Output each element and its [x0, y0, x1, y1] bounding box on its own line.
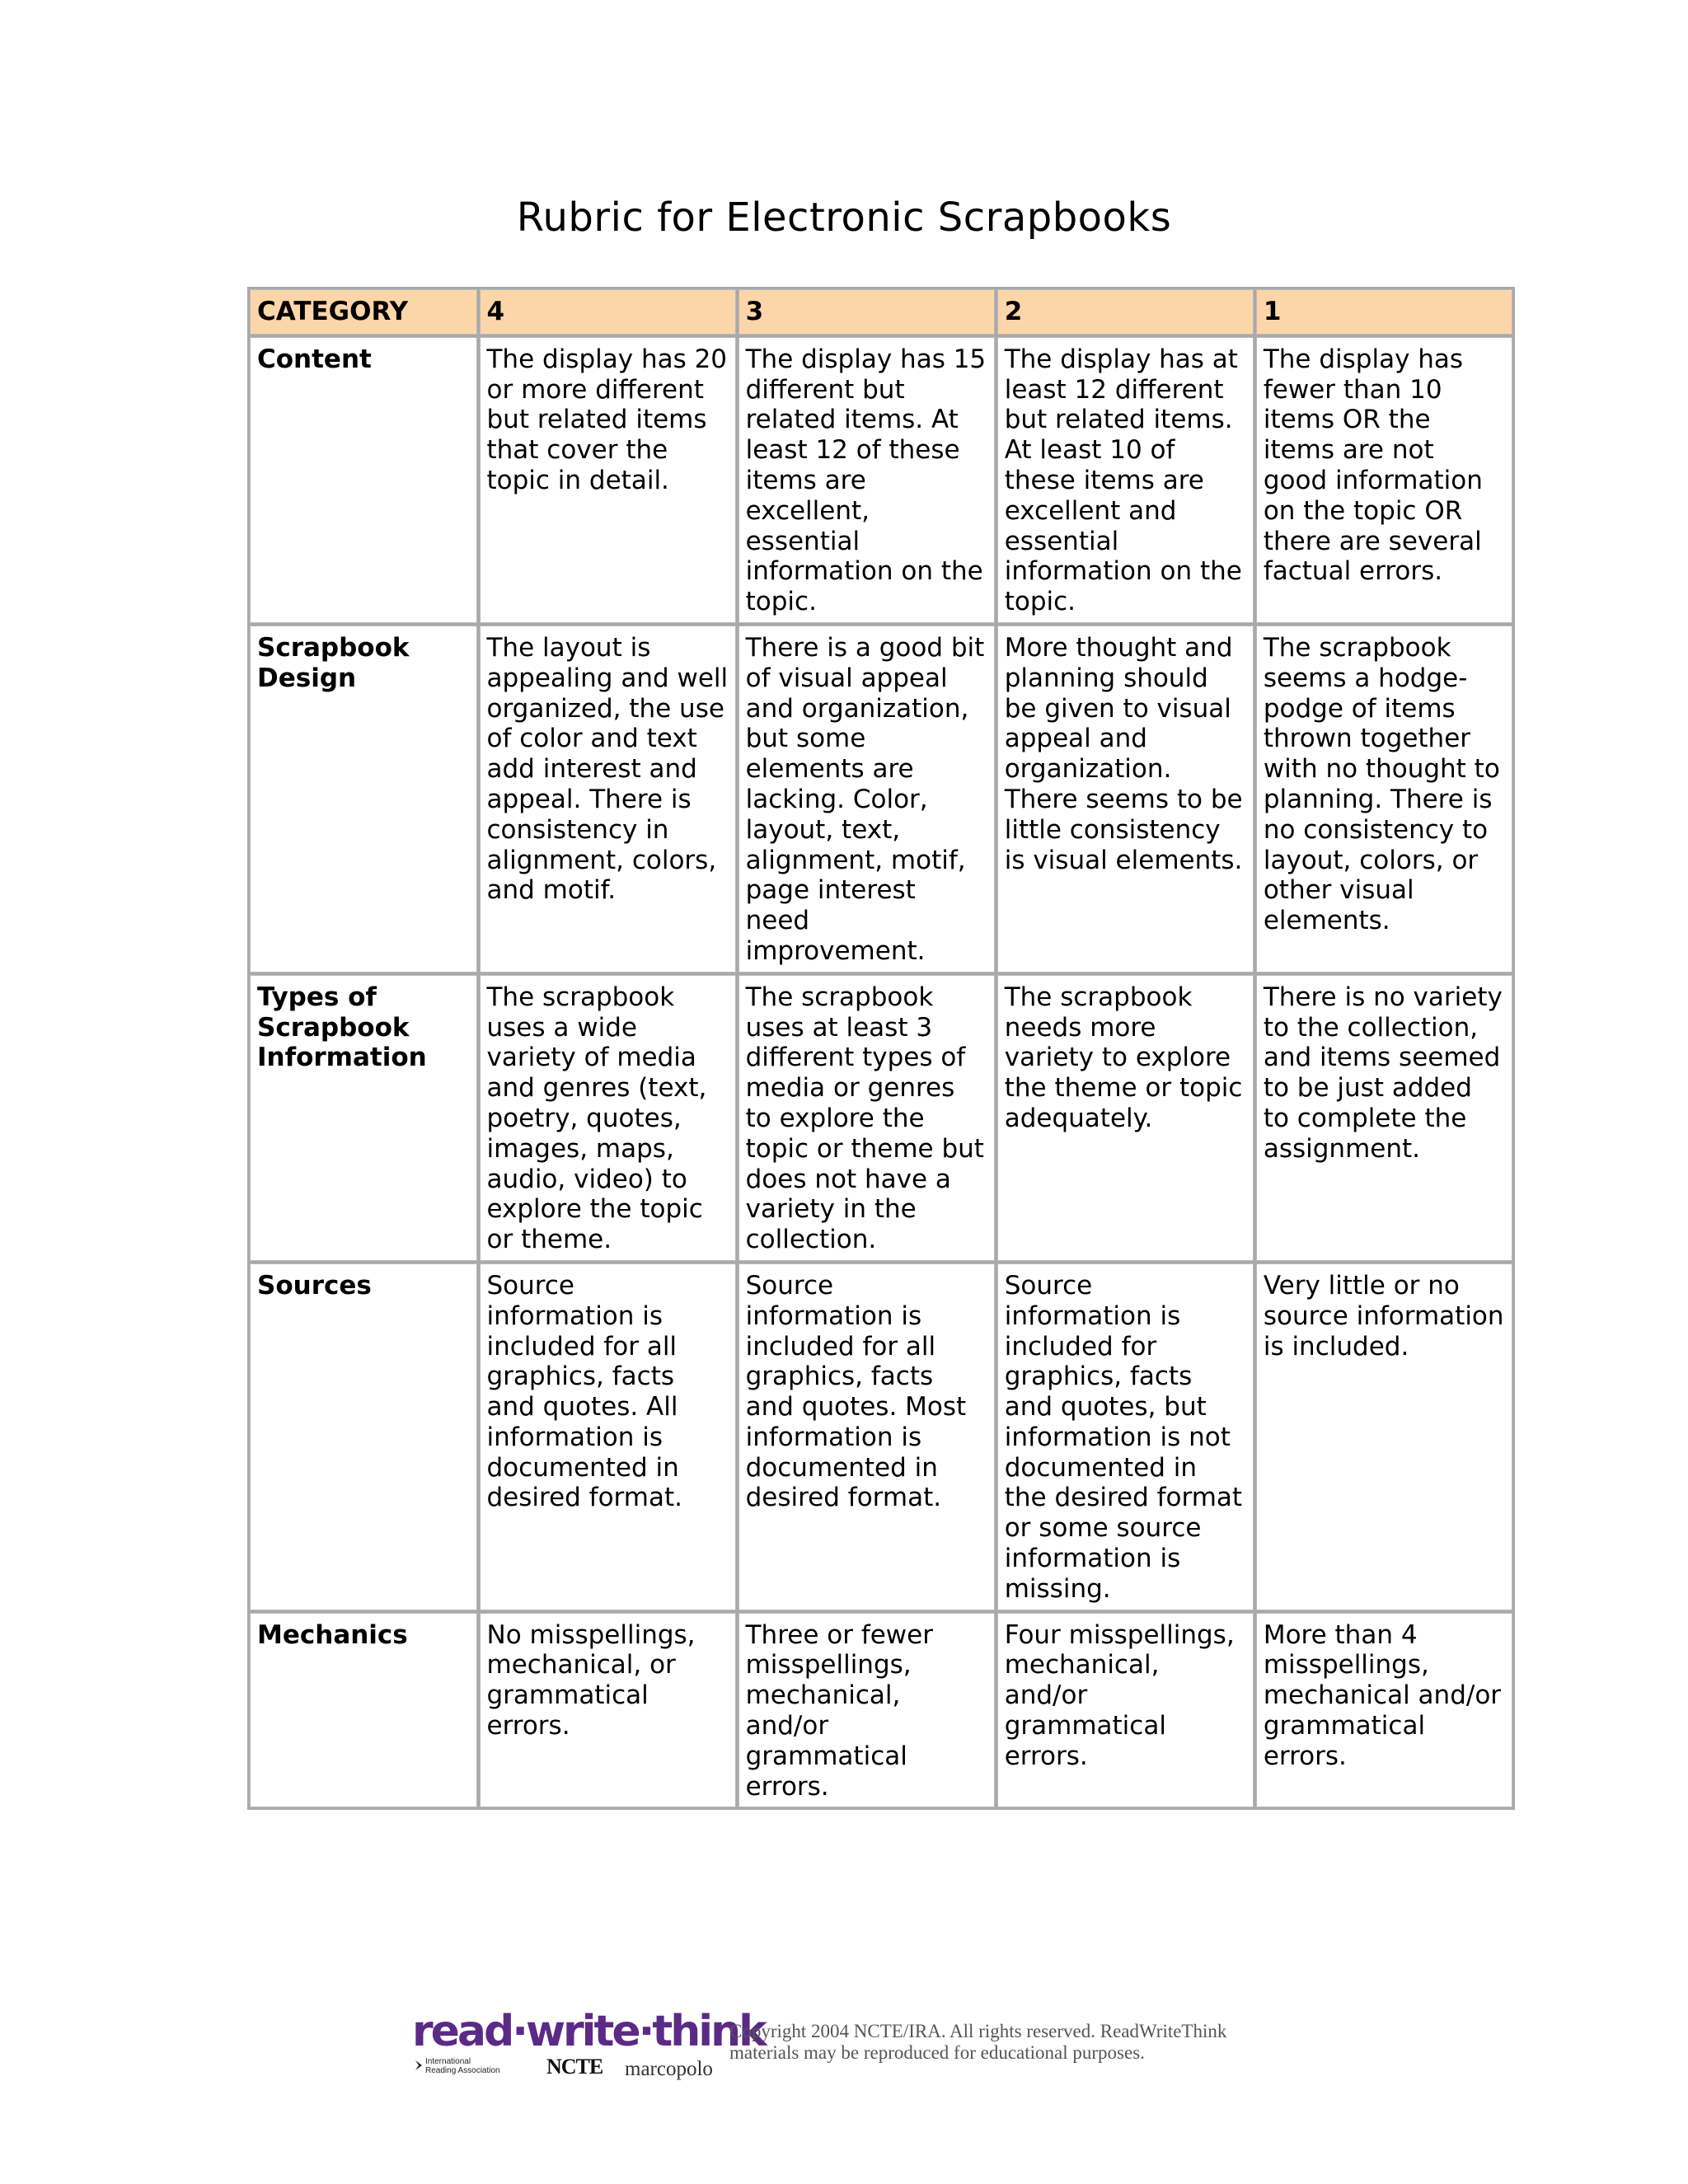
- table-cell: Four misspellings, mechanical, and/or grammatical errors.: [997, 1613, 1254, 1808]
- table-cell: Very little or no source information is included.: [1256, 1263, 1512, 1610]
- table-cell: Three or fewer misspellings, mechanical, and/or grammatical errors.: [738, 1613, 995, 1808]
- svg-text:read·write·think: read·write·think: [412, 2007, 765, 2056]
- table-row: [250, 1613, 1512, 1808]
- table-cell: Source information is included for all graphics, facts and quotes. Most information is documented in desired format.: [738, 1263, 995, 1610]
- table-cell: The layout is appealing and well organized, the use of color and text add interest and appeal. There is consistency in alignment, colors, and motif.: [480, 626, 736, 972]
- table-row: [250, 1263, 1512, 1610]
- header-category: CATEGORY: [250, 289, 477, 335]
- table-cell: There is a good bit of visual appeal and organization, but some elements are lacking. Color, layout, text, alignment, motif, page interest need improvement.: [738, 626, 995, 972]
- category-label: Mechanics: [250, 1613, 477, 1808]
- table-cell: The scrapbook uses a wide variety of media and genres (text, poetry, quotes, images, maps, audio, video) to explore the topic or theme.: [480, 975, 736, 1261]
- rubric-table: [247, 287, 1515, 1810]
- table-row: [250, 337, 1512, 623]
- table-cell: The display has fewer than 10 items OR the items are not good information on the topic OR there are several factual errors.: [1256, 337, 1512, 623]
- page-title: Rubric for Electronic Scrapbooks: [516, 194, 1172, 241]
- header-score-2: 2: [997, 289, 1254, 335]
- copyright-line-2: materials may be reproduced for educational purposes.: [729, 2042, 1145, 2063]
- category-label: Scrapbook Design: [250, 626, 477, 972]
- table-cell: Source information is included for graphics, facts and quotes, but information is not documented in the desired format or some source information is missing.: [997, 1263, 1254, 1610]
- table-cell: The scrapbook needs more variety to explore the theme or topic adequately.: [997, 975, 1254, 1261]
- table-row: [250, 626, 1512, 972]
- table-cell: The display has at least 12 different but related items. At least 10 of these items are excellent and essential information on the topic.: [997, 337, 1254, 623]
- header-score-3: 3: [738, 289, 995, 335]
- table-cell: More thought and planning should be given to visual appeal and organization. There seems to be little consistency is visual elements.: [997, 626, 1254, 972]
- category-label: Types of Scrapbook Information: [250, 975, 477, 1261]
- svg-text:Reading Association: Reading Association: [425, 2066, 500, 2075]
- table-cell: The display has 20 or more different but related items that cover the topic in detail.: [480, 337, 736, 623]
- svg-text:NCTE: NCTE: [546, 2055, 603, 2079]
- header-score-1: 1: [1256, 289, 1512, 335]
- category-label: Content: [250, 337, 477, 623]
- table-header-row: [250, 289, 1512, 335]
- table-cell: More than 4 misspellings, mechanical and/or grammatical errors.: [1256, 1613, 1512, 1808]
- category-label: Sources: [250, 1263, 477, 1610]
- table-cell: The scrapbook uses at least 3 different types of media or genres to explore the topic or theme but does not have a variety in the collection.: [738, 975, 995, 1261]
- table-cell: Source information is included for all graphics, facts and quotes. All information is documented in desired format.: [480, 1263, 736, 1610]
- copyright-line-1: Copyright 2004 NCTE/IRA. All rights reserved. ReadWriteThink: [729, 2021, 1227, 2041]
- header-score-4: 4: [480, 289, 736, 335]
- table-cell: The display has 15 different but related items. At least 12 of these items are excellent, essential information on the topic.: [738, 337, 995, 623]
- table-row: [250, 975, 1512, 1261]
- table-cell: The scrapbook seems a hodge-podge of items thrown together with no thought to planning. There is no consistency to layout, colors, or other visual elements.: [1256, 626, 1512, 972]
- svg-text:marcopolo: marcopolo: [625, 2058, 713, 2080]
- table-cell: There is no variety to the collection, and items seemed to be just added to complete the assignment.: [1256, 975, 1512, 1261]
- svg-text:International: International: [425, 2057, 471, 2066]
- footer: [412, 2004, 1319, 2087]
- table-cell: No misspellings, mechanical, or grammatical errors.: [480, 1613, 736, 1808]
- copyright-notice: [729, 2021, 1226, 2064]
- readwritethink-logo: [412, 2004, 765, 2087]
